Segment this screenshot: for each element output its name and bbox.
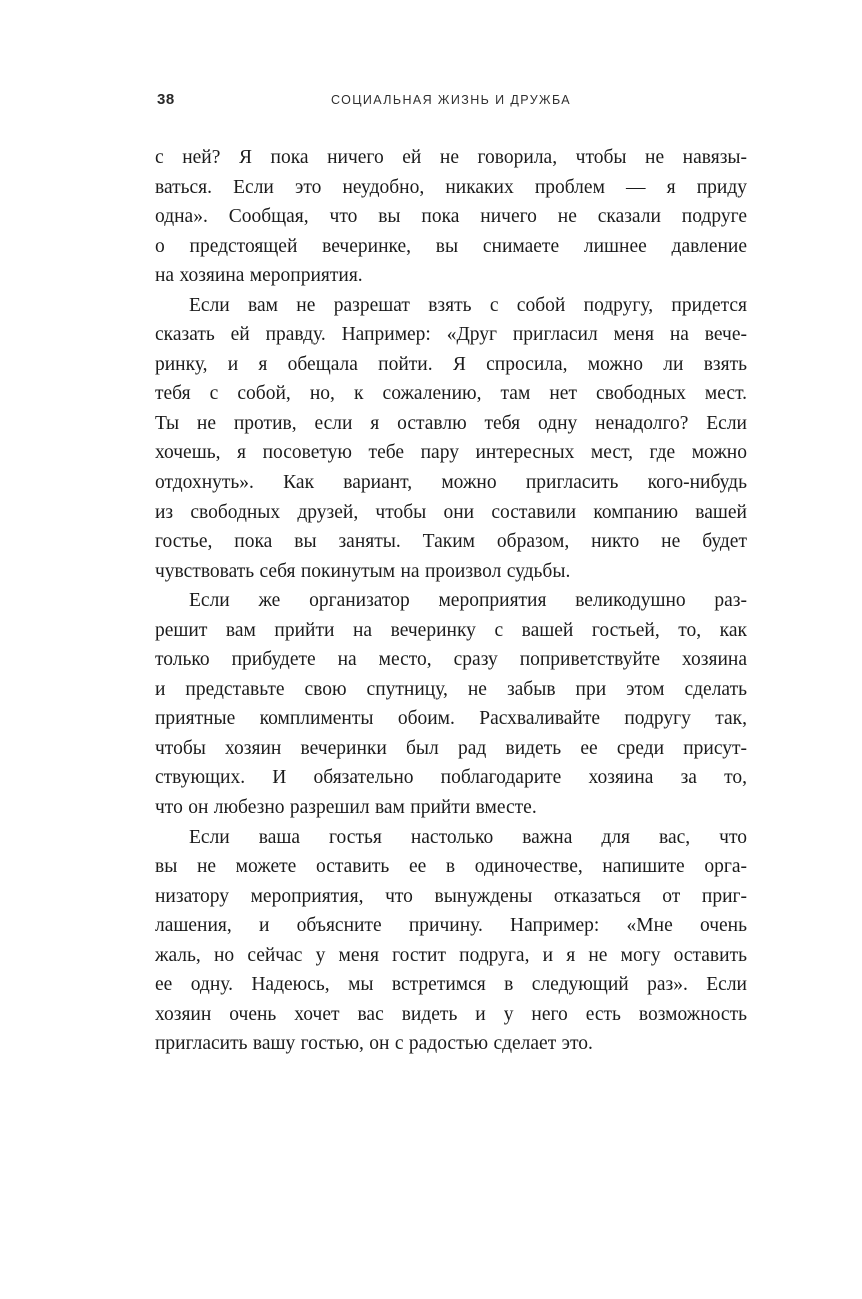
text-line: ее одну. Надеюсь, мы встретимся в следующий раз». Если bbox=[155, 974, 747, 996]
text-line: вы не можете оставить ее в одиночестве, напишите орга- bbox=[155, 856, 747, 878]
running-header: СОЦИАЛЬНАЯ ЖИЗНЬ И ДРУЖБА bbox=[330, 93, 572, 107]
text-line: Если же организатор мероприятия великодушно раз- bbox=[189, 590, 747, 612]
text-line: и представьте свою спутницу, не забыв при этом сделать bbox=[155, 678, 747, 700]
text-line: приятные комплименты обоим. Расхваливайте подругу так, bbox=[155, 708, 747, 730]
text-line: из свободных друзей, чтобы они составили компанию вашей bbox=[155, 501, 747, 523]
text-line: хочешь, я посоветую тебе пару интересных мест, где можно bbox=[155, 442, 747, 464]
text-line: о предстоящей вечеринке, вы снимаете лишнее давление bbox=[155, 235, 747, 257]
text-line: Если ваша гостья настолько важна для вас, что bbox=[189, 826, 747, 848]
text-line: хозяин очень хочет вас видеть и у него есть возможность bbox=[155, 1003, 747, 1025]
text-line: только прибудете на место, сразу поприветствуйте хозяина bbox=[155, 649, 747, 671]
paragraph bbox=[155, 586, 747, 822]
text-line: Ты не против, если я оставлю тебя одну ненадолго? Если bbox=[155, 412, 747, 434]
text-line: ствующих. И обязательно поблагодарите хозяина за то, bbox=[155, 767, 747, 789]
text-line: на хозяина мероприятия. bbox=[155, 265, 363, 287]
text-line: тебя с собой, но, к сожалению, там нет свободных мест. bbox=[155, 383, 747, 405]
text-line: пригласить вашу гостью, он с радостью сделает это. bbox=[155, 1033, 593, 1055]
text-line: одна». Сообщая, что вы пока ничего не сказали подруге bbox=[155, 206, 747, 228]
text-line: ринку, и я обещала пойти. Я спросила, можно ли взять bbox=[155, 353, 747, 375]
text-line: гостье, пока вы заняты. Таким образом, никто не будет bbox=[155, 531, 747, 553]
text-line: с ней? Я пока ничего ей не говорила, чтобы не навязы- bbox=[155, 147, 747, 168]
text-line: лашения, и объясните причину. Например: «Мне очень bbox=[155, 915, 747, 937]
text-line: решит вам прийти на вечеринку с вашей гостьей, то, как bbox=[155, 619, 747, 641]
text-line: что он любезно разрешил вам прийти вместе. bbox=[155, 797, 537, 819]
text-line: Если вам не разрешат взять с собой подругу, придется bbox=[189, 294, 747, 316]
text-line: отдохнуть». Как вариант, можно пригласить кого-нибудь bbox=[155, 472, 747, 494]
page-number: 38 bbox=[157, 91, 175, 108]
text-line: ваться. Если это неудобно, никаких проблем — я приду bbox=[155, 176, 747, 198]
paragraph bbox=[155, 291, 747, 586]
text-line: жаль, но сейчас у меня гостит подруга, и я не могу оставить bbox=[155, 944, 747, 966]
text-line: сказать ей правду. Например: «Друг пригласил меня на вече- bbox=[155, 324, 747, 346]
paragraph bbox=[155, 823, 747, 1059]
text-line: чувствовать себя покинутым на произвол судьбы. bbox=[155, 560, 571, 582]
paragraph bbox=[155, 143, 747, 291]
page-header bbox=[155, 91, 747, 111]
body-text bbox=[155, 143, 747, 1059]
text-line: низатору мероприятия, что вынуждены отказаться от приг- bbox=[155, 885, 747, 907]
text-line: чтобы хозяин вечеринки был рад видеть ее среди присут- bbox=[155, 737, 747, 759]
